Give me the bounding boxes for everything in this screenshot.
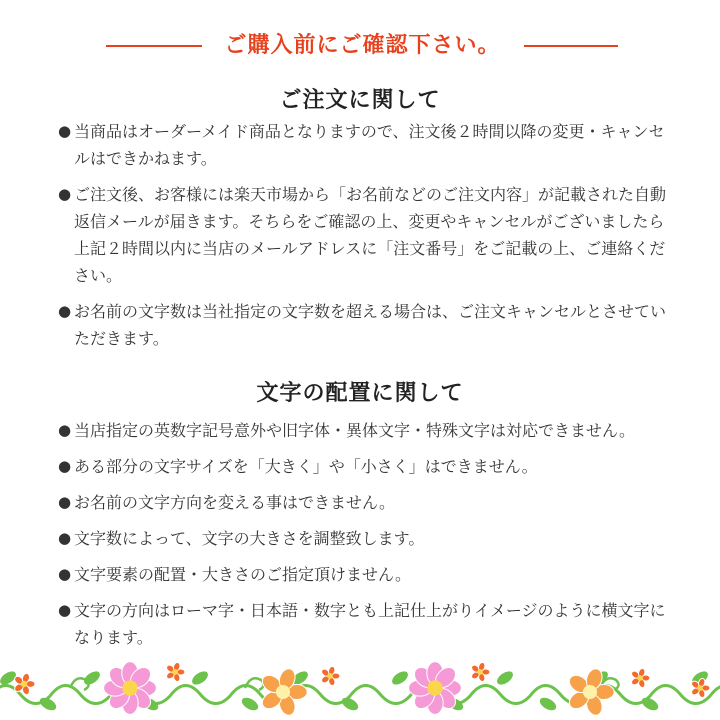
bullet-icon: ● [58,565,72,583]
bullet-icon: ● [58,302,72,320]
list-item [58,525,668,552]
list-item-text: ご注文後、お客様には楽天市場から「お名前などのご注文内容」が記載された自動返信メールが届きます。そちらをご確認の上、変更やキャンセルがございましたら上記２時間以内に当店のメールアドレスに「注文番号」をご記載の上、ご連絡ください。 [74,185,667,285]
list-item-text: お名前の文字数は当社指定の文字数を超える場合は、ご注文キャンセルとさせていただきます。 [74,302,667,348]
list-item-text: 当商品はオーダーメイド商品となりますので、注文後２時間以降の変更・キャンセルはできかねます。 [74,122,665,168]
list-item [58,181,668,289]
list-item [58,118,668,172]
list-item [58,298,668,352]
list-item-text: お名前の文字方向を変える事はできません。 [74,493,395,512]
notice-header [0,28,720,64]
bullet-icon: ● [58,421,72,439]
bullet-icon: ● [58,601,72,619]
order-notes-list [58,118,668,361]
leaf-icon [495,669,515,688]
notice-title: ご購入前にご確認下さい。 [224,33,501,58]
bullet-icon: ● [58,529,72,547]
list-item [58,597,668,651]
leaf-icon [390,669,410,688]
small-flower-icon [630,668,650,689]
order-section-title: ご注文に関して [279,88,441,113]
list-item [58,489,668,516]
flowers-decoration [13,662,710,718]
flower-garland-decoration [0,648,720,720]
pink-flower-icon [104,662,157,715]
small-flower-icon [320,666,340,687]
pink-flower-icon [409,662,462,715]
bullet-icon: ● [58,122,72,140]
small-flower-icon [165,662,185,683]
list-item-text: 文字の方向はローマ字・日本語・数字とも上記仕上がりイメージのように横文字になります。 [74,601,666,647]
leaf-icon [190,669,210,688]
header-rule-left [106,45,202,47]
list-item [58,453,668,480]
list-item-text: 当店指定の英数字記号意外や旧字体・異体文字・特殊文字は対応できません。 [74,421,635,440]
small-flower-icon [470,662,490,683]
bullet-icon: ● [58,185,72,203]
list-item [58,417,668,444]
layout-section-title: 文字の配置に関して [256,381,464,406]
list-item-text: 文字要素の配置・大きさのご指定頂けません。 [74,565,411,584]
list-item [58,561,668,588]
layout-notes-list [58,417,668,660]
list-item-text: 文字数によって、文字の大きさを調整致します。 [74,529,425,548]
bullet-icon: ● [58,457,72,475]
header-rule-right [524,45,618,47]
small-flower-icon [690,678,710,699]
bullet-icon: ● [58,493,72,511]
leaf-icon [240,695,261,713]
list-item-text: ある部分の文字サイズを「大きく」や「小さく」はできません。 [74,457,538,476]
leaf-icon [538,695,559,713]
